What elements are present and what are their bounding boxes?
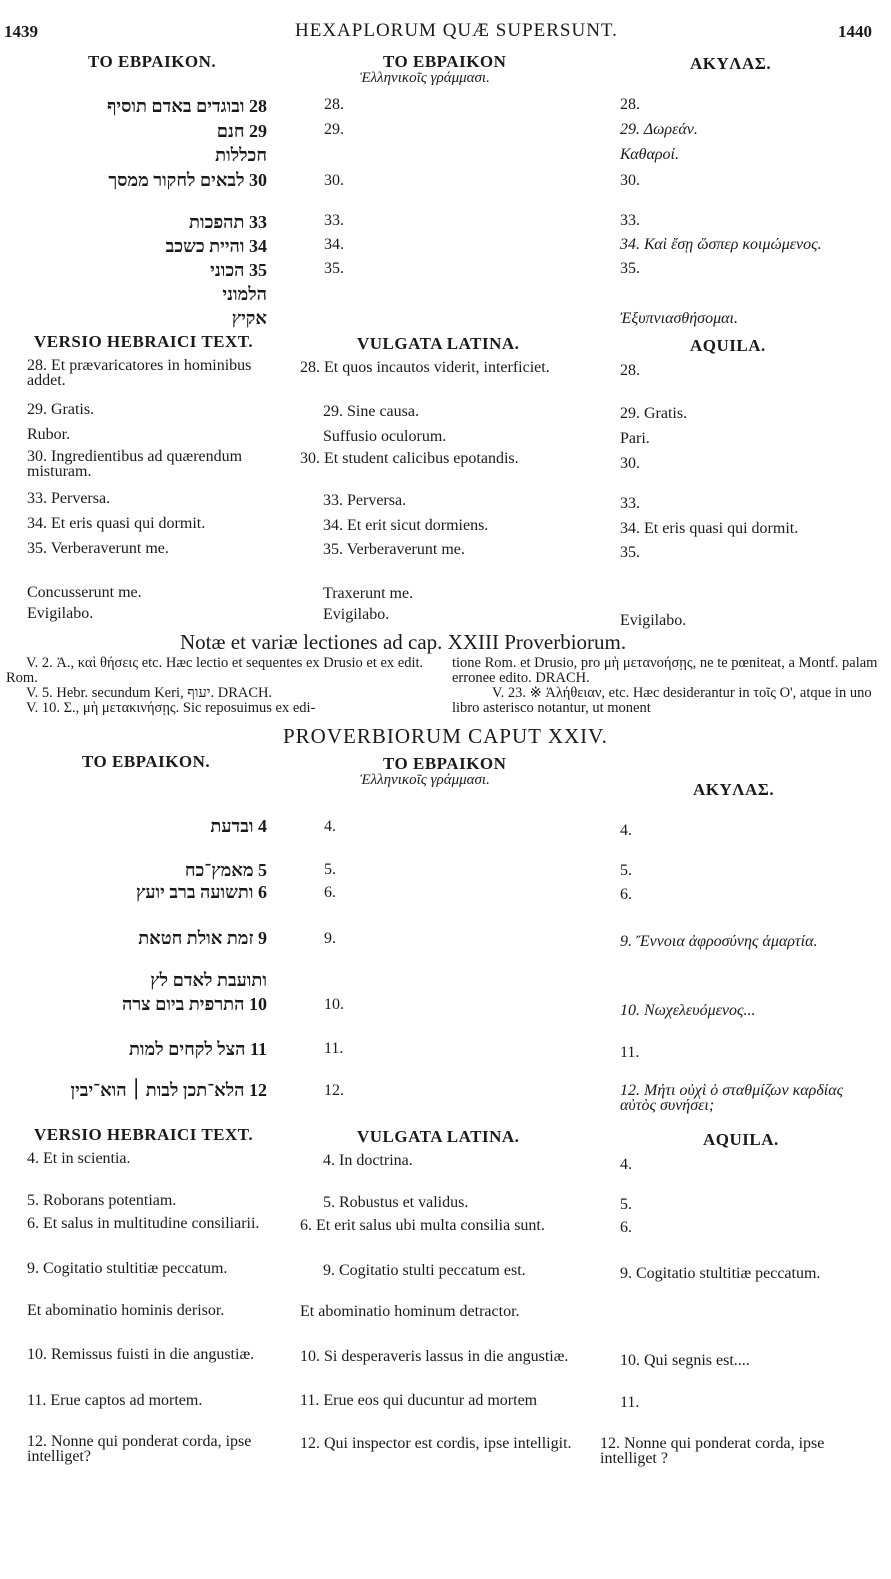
head-aquila-latin: AQUILA. [703, 1130, 779, 1149]
note-paragraph: V. 10. Σ., μὴ μετακινήσῃς. Sic reposuimus ex edi- [26, 700, 316, 716]
note-paragraph: V. 23. ※ Ἀλήθειαν, etc. Hæc desiderantur in τοῖς Ο', atque in uno libro asterisco notantur, ut monent [452, 685, 872, 716]
latin-line: 6. Et salus in multitudine consiliarii. [27, 1215, 260, 1232]
verse-number: 6. [324, 884, 336, 901]
aquila-line: 11. [620, 1044, 640, 1061]
hebrew-line: 34 והיית כשכב [165, 236, 267, 256]
aquila-line: Καθαροί. [620, 146, 679, 163]
notes-left-column [6, 656, 442, 716]
aquila-line: 35. [620, 260, 640, 277]
verse-number: 33. [324, 212, 344, 229]
hebrew-line: 33 תהפכות [188, 212, 267, 232]
aquila-line: 34. Καὶ ἔσῃ ὥσπερ κοιμώμενος. [620, 236, 822, 253]
col-head-hebrew-greek: TO EBPAIKON [383, 754, 507, 773]
hebrew-line: הלמוני [222, 284, 267, 304]
latin-line: 10. Remissus fuisti in die angustiæ. [27, 1346, 255, 1363]
latin-line: Et abominatio hominis derisor. [27, 1302, 225, 1319]
aquila-latin-line: Evigilabo. [620, 612, 687, 629]
latin-line: Concusserunt me. [27, 584, 142, 601]
vulgata-line: 5. Robustus et validus. [323, 1194, 469, 1211]
aquila-line: 33. [620, 212, 640, 229]
hebrew-line: חכללות [215, 145, 267, 165]
latin-line: 9. Cogitatio stultitiæ peccatum. [27, 1260, 228, 1277]
hebrew-line: 10 התרפית ביום צרה [121, 994, 267, 1014]
hebrew-line: 30 לבאים לחקור ממסך [108, 170, 267, 190]
aquila-latin-line: 34. Et eris quasi qui dormit. [620, 520, 799, 537]
hebrew-line: 28 ובוגדים באדם תוסיף [107, 96, 267, 116]
aquila-latin-line: 33. [620, 495, 640, 512]
note-paragraph: V. 5. Hebr. secundum Keri, יעוף. DRACH. [26, 685, 273, 701]
aquila-latin-line: 30. [620, 455, 640, 472]
aquila-latin-line: 4. [620, 1156, 632, 1173]
head-versio-hebraici: VERSIO HEBRAICI TEXT. [34, 332, 254, 351]
verse-number: 30. [324, 172, 344, 189]
verse-number: 5. [324, 861, 336, 878]
vulgata-line: 12. Qui inspector est cordis, ipse intelligit. [300, 1435, 572, 1452]
aquila-latin-line: 11. [620, 1394, 640, 1411]
aquila-line: Ἐξυπνιασθήσομαι. [620, 310, 738, 327]
aquila-line: 6. [620, 886, 632, 903]
verse-number: 10. [324, 996, 344, 1013]
vulgata-line: Traxerunt me. [323, 585, 414, 602]
latin-line: 30. Ingredientibus ad quærendum misturam. [27, 448, 243, 480]
col-subhead-greek: Ἑλληνικοῖς γράμμασι. [360, 772, 490, 788]
chapter-title: PROVERBIORUM CAPUT XXIV. [283, 724, 608, 748]
page-number-left: 1439 [4, 22, 38, 41]
latin-line: 11. Erue captos ad mortem. [27, 1392, 203, 1409]
hebrew-line: 12 הלא־תכן לבות ׀ הוא־יבין [70, 1080, 267, 1100]
latin-line: Evigilabo. [27, 605, 94, 622]
vulgata-line: 4. In doctrina. [323, 1152, 413, 1169]
col-head-hebrew-greek: TO EBPAIKON [383, 52, 507, 71]
aquila-line: 5. [620, 862, 632, 879]
latin-line: 12. Nonne qui ponderat corda, ipse intelliget? [27, 1433, 252, 1465]
hebrew-line: 5 מאמץ־כח [184, 860, 267, 880]
vulgata-line: 29. Sine causa. [323, 403, 419, 420]
vulgata-line: 28. Et quos incautos viderit, interficiet. [300, 359, 550, 376]
vulgata-line: 9. Cogitatio stulti peccatum est. [323, 1262, 526, 1279]
col-subhead-greek: Ἑλληνικοῖς γράμμασι. [360, 70, 490, 86]
latin-line: 33. Perversa. [27, 490, 111, 507]
latin-line: 35. Verberaverunt me. [27, 540, 169, 557]
hebrew-line: ותועבת לאדם לץ [150, 970, 267, 990]
latin-line: 5. Roborans potentiam. [27, 1192, 177, 1209]
aquila-latin-line: 12. Nonne qui ponderat corda, ipse intelliget ? [600, 1435, 825, 1467]
running-title: HEXAPLORUM QUÆ SUPERSUNT. [295, 20, 618, 41]
aquila-latin-line: 5. [620, 1196, 632, 1213]
aquila-latin-line: 29. Gratis. [620, 405, 688, 422]
note-paragraph: tione Rom. et Drusio, pro μὴ μετανοήσῃς, ne te pœniteat, a Montf. palam erronee edito. DRACH. [452, 655, 878, 686]
hebrew-line: אקיץ [231, 308, 267, 328]
aquila-line: 28. [620, 96, 640, 113]
hebrew-line: 29 חנם [216, 121, 267, 141]
verse-number: 34. [324, 236, 344, 253]
vulgata-line: 10. Si desperaveris lassus in die angustiæ. [300, 1348, 569, 1365]
vulgata-line: 30. Et student calicibus epotandis. [300, 450, 519, 467]
vulgata-line: 6. Et erit salus ubi multa consilia sunt. [300, 1217, 545, 1234]
aquila-line: 12. Μήτι οὐχὶ ὁ σταθμίζων καρδίας αὐτὸς συνήσει; [620, 1082, 844, 1114]
col-head-hebrew: TO EBPAIKON. [82, 752, 211, 771]
aquila-line: 29. Δωρεάν. [620, 121, 698, 138]
latin-line: 28. Et prævaricatores in hominibus addet. [27, 357, 252, 389]
aquila-latin-line: 28. [620, 362, 640, 379]
verse-number: 28. [324, 96, 344, 113]
verse-number: 4. [324, 818, 336, 835]
head-aquila-latin: AQUILA. [690, 336, 766, 355]
vulgata-line: Suffusio oculorum. [323, 428, 447, 445]
aquila-line: 9. Ἔννοια ἀφροσύνης ἁμαρτία. [620, 933, 818, 950]
col-head-hebrew: TO EBPAIKON. [88, 52, 217, 71]
aquila-latin-line: 6. [620, 1219, 632, 1236]
hebrew-line: 11 הצל לקחים למות [128, 1039, 267, 1059]
latin-line: 4. Et in scientia. [27, 1150, 131, 1167]
aquila-line: 4. [620, 822, 632, 839]
verse-number: 9. [324, 930, 336, 947]
head-vulgata-latina: VULGATA LATINA. [357, 1127, 520, 1146]
verse-number: 35. [324, 260, 344, 277]
vulgata-line: 11. Erue eos qui ducuntur ad mortem [300, 1392, 538, 1409]
vulgata-line: Et abominatio hominum detractor. [300, 1303, 520, 1320]
head-versio-hebraici: VERSIO HEBRAICI TEXT. [34, 1125, 254, 1144]
notes-title: Notæ et variæ lectiones ad cap. XXIII Proverbiorum. [180, 630, 627, 654]
hebrew-line: 9 זמת אולת חטאת [138, 928, 267, 948]
hebrew-line: 35 הכוני [210, 260, 267, 280]
aquila-latin-line: Pari. [620, 430, 650, 447]
aquila-line: 30. [620, 172, 640, 189]
vulgata-line: 34. Et erit sicut dormiens. [323, 517, 489, 534]
vulgata-line: 33. Perversa. [323, 492, 407, 509]
latin-line: Rubor. [27, 426, 71, 443]
head-vulgata-latina: VULGATA LATINA. [357, 334, 520, 353]
hebrew-line: 4 ובדעת [210, 816, 267, 836]
hebrew-line: 6 ותשועה ברב יועץ [135, 882, 267, 902]
col-head-aquila: AKYΛAΣ. [693, 780, 775, 799]
col-head-aquila: AKYΛAΣ. [690, 54, 772, 73]
aquila-line: 10. Νωχελευόμενος... [620, 1002, 756, 1019]
vulgata-line: 35. Verberaverunt me. [323, 541, 465, 558]
aquila-latin-line: 10. Qui segnis est.... [620, 1352, 750, 1369]
aquila-latin-line: 9. Cogitatio stultitiæ peccatum. [620, 1265, 821, 1282]
vulgata-line: Evigilabo. [323, 606, 390, 623]
verse-number: 12. [324, 1082, 344, 1099]
note-paragraph: V. 2. Ἀ., καὶ θήσεις etc. Hæc lectio et sequentes ex Drusio et ex edit. Rom. [6, 655, 424, 686]
notes-right-column [452, 656, 882, 716]
aquila-latin-line: 35. [620, 544, 640, 561]
latin-line: 29. Gratis. [27, 401, 95, 418]
verse-number: 29. [324, 121, 344, 138]
page-number-right: 1440 [838, 22, 872, 41]
latin-line: 34. Et eris quasi qui dormit. [27, 515, 206, 532]
verse-number: 11. [324, 1040, 344, 1057]
